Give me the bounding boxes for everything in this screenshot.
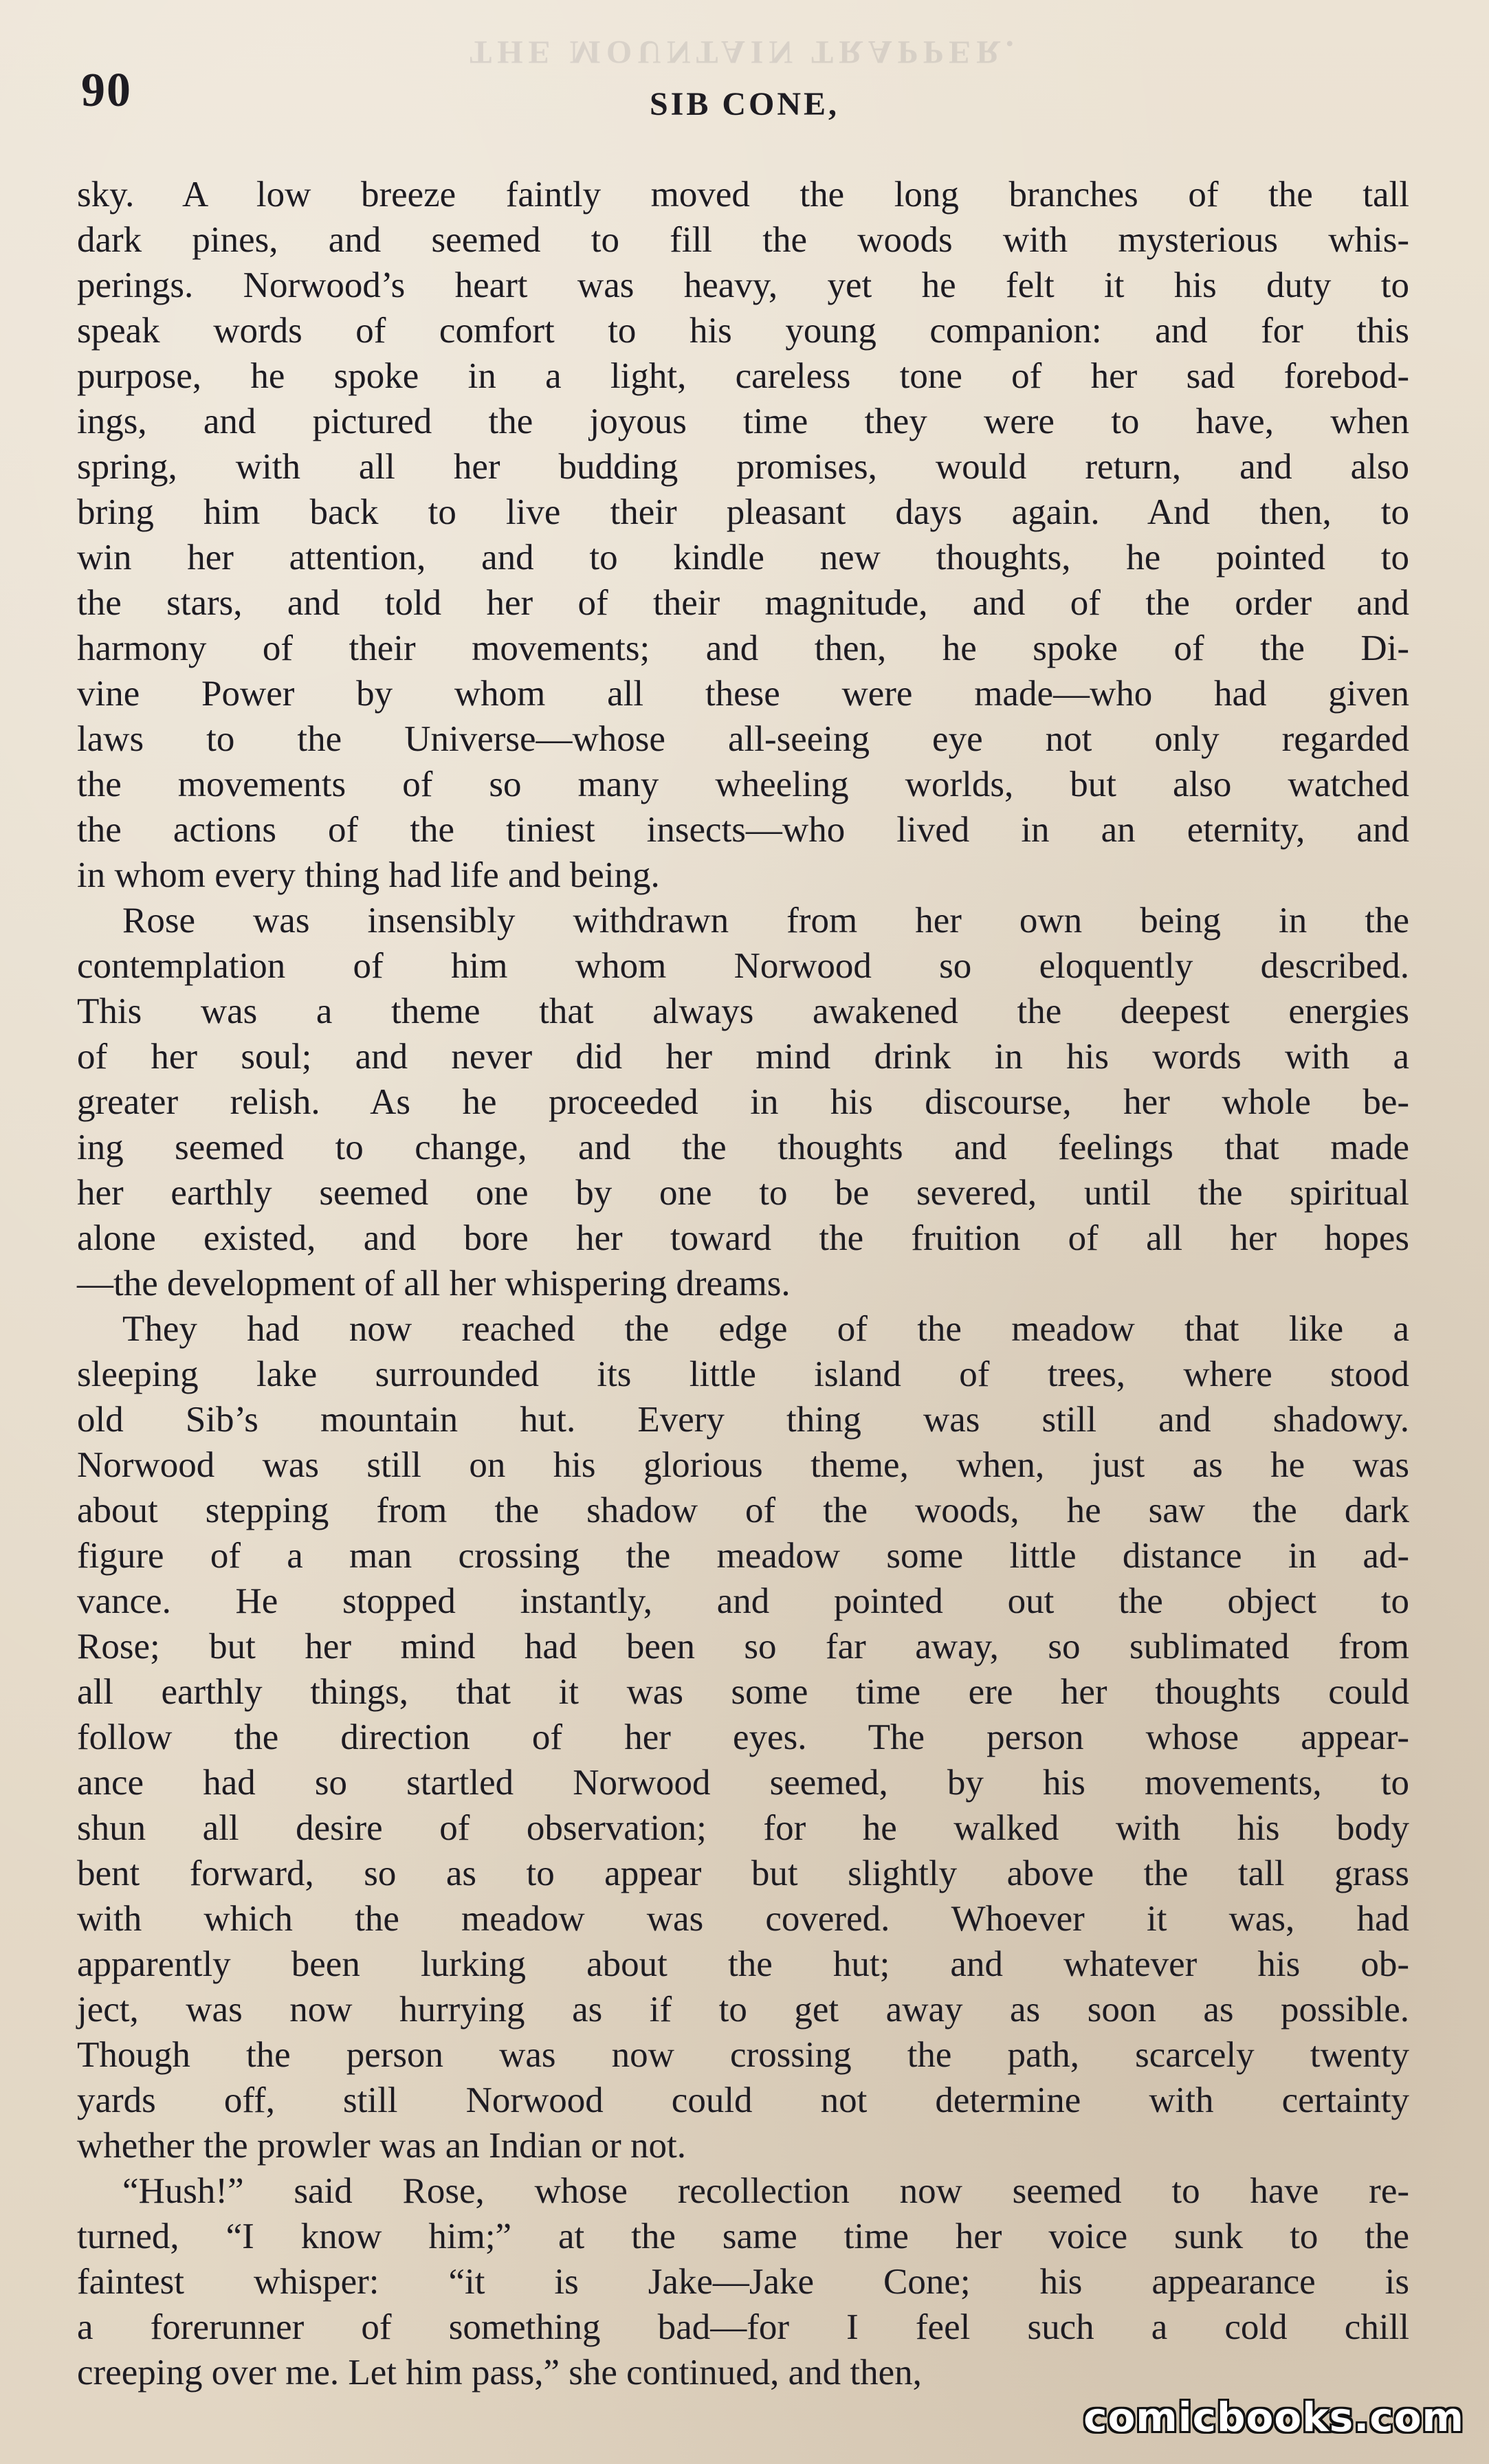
text-line: greater relish. As he proceeded in his discourse, her whole be- <box>77 1082 1409 1122</box>
text-line: ject, was now hurrying as if to get away as soon as possible. <box>77 1990 1409 2030</box>
text-line: yards off, still Norwood could not determine with certainty <box>77 2080 1409 2120</box>
text-line: dark pines, and seemed to fill the woods with mysterious whis- <box>77 220 1409 260</box>
text-line: her earthly seemed one by one to be severed, until the spiritual <box>77 1173 1409 1213</box>
text-line: harmony of their movements; and then, he spoke of the Di- <box>77 628 1409 668</box>
text-line: alone existed, and bore her toward the fruition of all her hopes <box>77 1218 1409 1258</box>
text-line: bring him back to live their pleasant days again. And then, to <box>77 492 1409 532</box>
show-through-header: THE MOUNTAIN TRAPPER. <box>470 34 1019 70</box>
text-line: sky. A low breeze faintly moved the long branches of the tall <box>77 175 1409 214</box>
text-line: contemplation of him whom Norwood so eloquently described. <box>77 946 1409 986</box>
body-text <box>77 172 1409 2395</box>
text-line: Though the person was now crossing the path, scarcely twenty <box>77 2035 1409 2075</box>
text-line: purpose, he spoke in a light, careless tone of her sad forebod- <box>77 356 1409 396</box>
text-line: perings. Norwood’s heart was heavy, yet he felt it his duty to <box>77 265 1409 305</box>
text-line: vance. He stopped instantly, and pointed out the object to <box>77 1581 1409 1621</box>
text-line: They had now reached the edge of the meadow that like a <box>122 1309 1409 1349</box>
text-line: old Sib’s mountain hut. Every thing was still and shadowy. <box>77 1400 1409 1440</box>
watermark: comicbooks.com <box>1083 2394 1464 2441</box>
text-line: the stars, and told her of their magnitude, and of the order and <box>77 583 1409 623</box>
text-line: the movements of so many wheeling worlds, but also watched <box>77 764 1409 804</box>
text-line: turned, “I know him;” at the same time her voice sunk to the <box>77 2216 1409 2256</box>
text-line: Rose; but her mind had been so far away, so sublimated from <box>77 1627 1409 1666</box>
text-line: This was a theme that always awakened the deepest energies <box>77 991 1409 1031</box>
text-line: all earthly things, that it was some time ere her thoughts could <box>77 1672 1409 1712</box>
text-line: shun all desire of observation; for he walked with his body <box>77 1808 1409 1848</box>
text-line: creeping over me. Let him pass,” she continued, and then, <box>77 2353 922 2392</box>
text-line: the actions of the tiniest insects—who lived in an eternity, and <box>77 810 1409 850</box>
text-line: about stepping from the shadow of the woods, he saw the dark <box>77 1490 1409 1530</box>
text-line: ance had so startled Norwood seemed, by his movements, to <box>77 1763 1409 1803</box>
text-line: ing seemed to change, and the thoughts and feelings that made <box>77 1128 1409 1167</box>
text-line: figure of a man crossing the meadow some little distance in ad- <box>77 1536 1409 1576</box>
text-line: ings, and pictured the joyous time they were to have, when <box>77 402 1409 441</box>
text-line: Rose was insensibly withdrawn from her own being in the <box>122 901 1409 940</box>
text-line: vine Power by whom all these were made—who had given <box>77 674 1409 714</box>
text-line: win her attention, and to kindle new thoughts, he pointed to <box>77 538 1409 578</box>
page-number: 90 <box>81 64 132 117</box>
text-line: follow the direction of her eyes. The person whose appear- <box>77 1717 1409 1757</box>
text-line: “Hush!” said Rose, whose recollection now seemed to have re- <box>122 2171 1409 2211</box>
text-line: spring, with all her budding promises, would return, and also <box>77 447 1409 487</box>
text-line: in whom every thing had life and being. <box>77 855 660 895</box>
text-line: apparently been lurking about the hut; and whatever his ob- <box>77 1944 1409 1984</box>
text-line: a forerunner of something bad—for I feel such a cold chill <box>77 2307 1409 2347</box>
text-line: laws to the Universe—whose all-seeing eye not only regarded <box>77 719 1409 759</box>
text-line: with which the meadow was covered. Whoever it was, had <box>77 1899 1409 1939</box>
text-line: Norwood was still on his glorious theme, when, just as he was <box>77 1445 1409 1485</box>
text-line: of her soul; and never did her mind drink in his words with a <box>77 1037 1409 1077</box>
text-line: sleeping lake surrounded its little island of trees, where stood <box>77 1354 1409 1394</box>
text-line: speak words of comfort to his young companion: and for this <box>77 311 1409 351</box>
text-line: whether the prowler was an Indian or not. <box>77 2126 686 2166</box>
text-line: —the development of all her whispering dreams. <box>77 1264 791 1304</box>
text-line: faintest whisper: “it is Jake—Jake Cone; his appearance is <box>77 2262 1409 2302</box>
running-head: SIB CONE, <box>649 86 840 122</box>
text-line: bent forward, so as to appear but slightly above the tall grass <box>77 1854 1409 1893</box>
